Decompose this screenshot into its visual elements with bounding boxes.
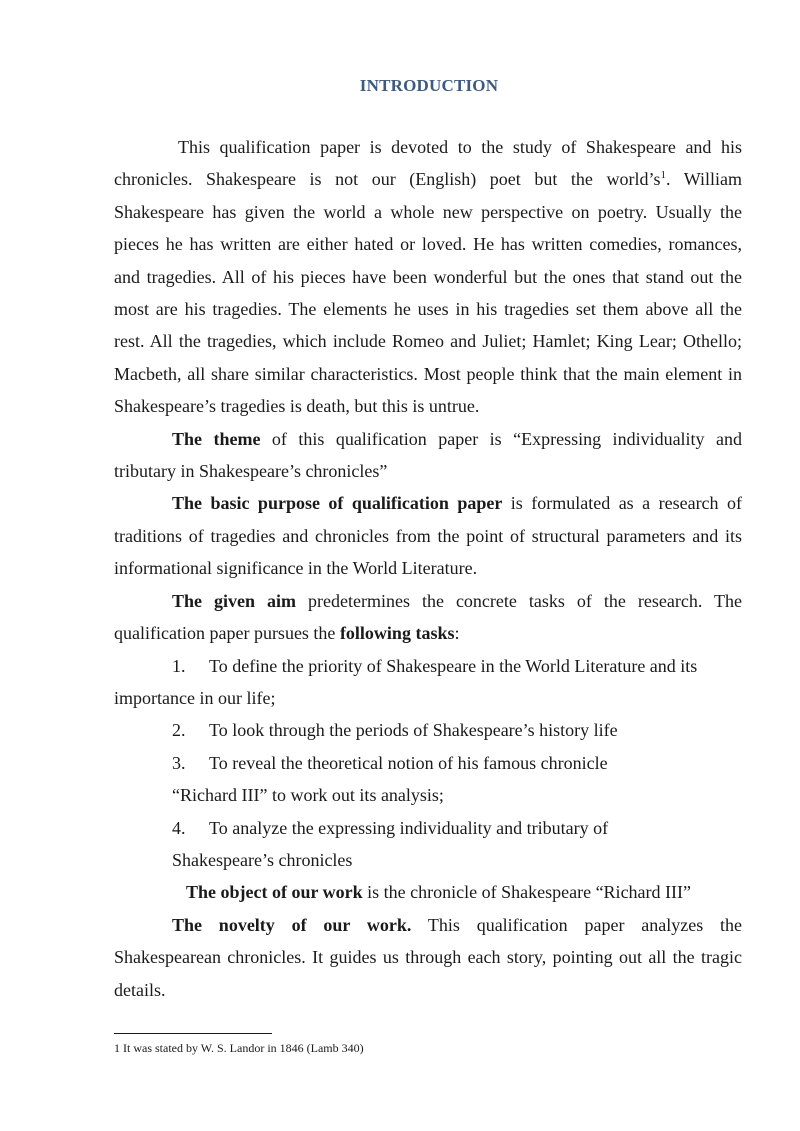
task-item-3-continuation: “Richard III” to work out its analysis;: [172, 785, 444, 806]
paragraph-theme: [114, 423, 742, 488]
body-text: [114, 131, 742, 1006]
object-label: The object of our work: [186, 882, 363, 903]
purpose-text: is formulated as a research of traditions of tragedies and chronicles from the point of structural parameters and its informational significance in the World Literature.: [114, 493, 742, 579]
page-title: INTRODUCTION: [359, 76, 499, 95]
aim-label: The given aim: [172, 590, 296, 611]
tasks-label: following tasks: [339, 623, 455, 644]
novelty-label: The novelty of our work.: [172, 914, 412, 935]
aim-text: predetermines the concrete tasks of the research. The qualification paper pursues the: [114, 590, 742, 644]
task-text: To define the priority of Shakespeare in the World Literature and its: [209, 655, 698, 676]
task-text: To analyze the expressing individuality and tributary of: [209, 817, 609, 838]
task-item-1: [114, 650, 742, 682]
paragraph-intro-text-b: . William Shakespeare has given the world a whole new perspective on poetry. Usually the pieces he has written are either hated or loved. He has written comedies, romances, and tragedies. All of his pieces have been wonderful but the ones that stand out the most are his tragedies. The elements he uses in his tragedies set them above all the rest. All the tragedies, which include Romeo and Juliet; Hamlet; King Lear; Othello; Macbeth, all share similar characteristics. Most people think that the main element in Shakespeare’s tragedies is death, but this is untrue.: [114, 169, 743, 417]
purpose-label: The basic purpose of qualification paper: [172, 493, 503, 514]
novelty-text: This qualification paper analyzes the Shakespearean chronicles. It guides us through each story, pointing out all the tragic details.: [114, 914, 743, 1000]
paragraph-novelty: [114, 909, 742, 1006]
task-item-1-continuation: importance in our life;: [114, 687, 276, 708]
task-item-4-continuation: Shakespeare’s chronicles: [172, 849, 353, 870]
footnote-ref[interactable]: 1: [660, 169, 666, 182]
task-number: 4.: [172, 817, 186, 838]
paragraph-aim: [114, 585, 742, 650]
paragraph-object: [114, 876, 742, 908]
task-text: To reveal the theoretical notion of his famous chronicle: [209, 752, 608, 773]
aim-colon: :: [454, 623, 460, 644]
task-number: 1.: [172, 655, 186, 676]
object-text: is the chronicle of Shakespeare “Richard III”: [362, 882, 692, 903]
task-text: To look through the periods of Shakespeare’s history life: [209, 720, 618, 741]
task-item-2: [114, 714, 742, 746]
footnote-divider: [114, 1033, 272, 1034]
theme-text: of this qualification paper is “Expressing individuality and tributary in Shakespeare’s chronicles”: [114, 428, 743, 482]
task-item-3: [114, 747, 742, 779]
task-item-4: [114, 812, 742, 844]
footnote: 1 It was stated by W. S. Landor in 1846 (Lamb 340): [114, 1041, 364, 1055]
task-number: 3.: [172, 752, 186, 773]
paragraph-intro-text-a: This qualification paper is devoted to the study of Shakespeare and his chronicles. Shakespeare is not our (English) poet but the world’s: [114, 137, 742, 190]
paragraph-intro: [114, 131, 742, 423]
paragraph-purpose: [114, 487, 742, 584]
theme-label: The theme: [172, 428, 261, 449]
task-number: 2.: [172, 720, 186, 741]
